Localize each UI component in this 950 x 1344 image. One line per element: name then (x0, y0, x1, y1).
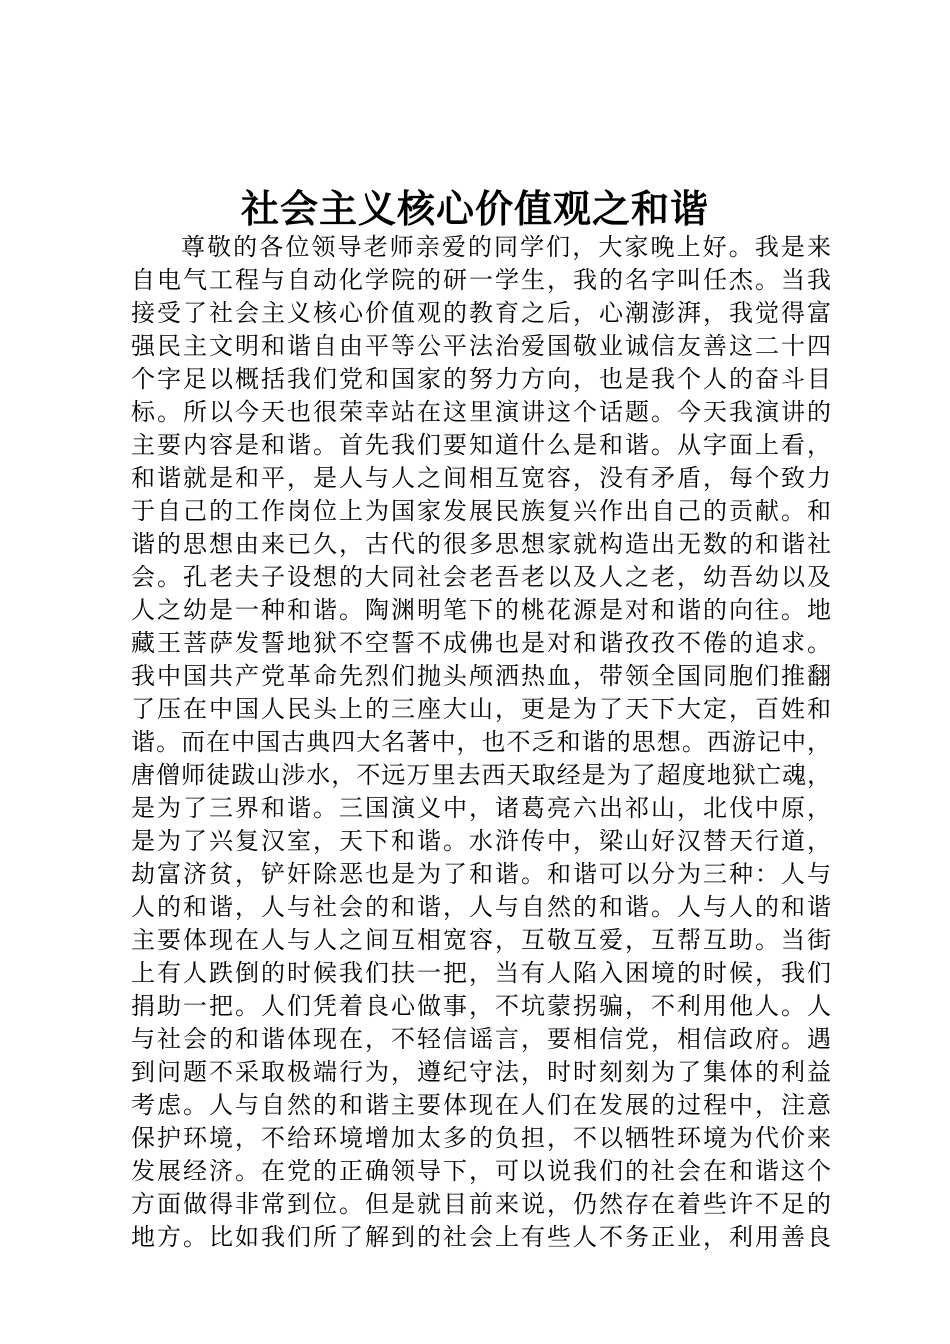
body-line: 谐。而在中国古典四大名著中，也不乏和谐的思想。西游记中， (131, 728, 831, 756)
body-line: 了压在中国人民头上的三座大山，更是为了天下大定，百姓和 (131, 695, 831, 723)
body-line: 劫富济贫，铲奸除恶也是为了和谐。和谐可以分为三种：人与 (131, 860, 831, 888)
body-line: 和谐就是和平，是人与人之间相互宽容，没有矛盾，每个致力 (131, 464, 831, 492)
body-line: 是为了兴复汉室，天下和谐。水浒传中，梁山好汉替天行道， (131, 827, 831, 855)
body-line: 考虑。人与自然的和谐主要体现在人们在发展的过程中，注意 (131, 1091, 831, 1119)
document-body (131, 231, 831, 1254)
body-line: 捐助一把。人们凭着良心做事，不坑蒙拐骗，不利用他人。人 (131, 992, 831, 1020)
body-line: 上有人跌倒的时候我们扶一把，当有人陷入困境的时候，我们 (131, 959, 831, 987)
body-line: 谐的思想由来已久，古代的很多思想家就构造出无数的和谐社 (131, 530, 831, 558)
body-line: 保护环境，不给环境增加太多的负担，不以牺牲环境为代价来 (131, 1124, 831, 1152)
body-line: 个字足以概括我们党和国家的努力方向，也是我个人的奋斗目 (131, 365, 831, 393)
body-line: 人的和谐，人与社会的和谐，人与自然的和谐。人与人的和谐 (131, 893, 831, 921)
body-line: 与社会的和谐体现在，不轻信谣言，要相信党，相信政府。遇 (131, 1025, 831, 1053)
body-line: 发展经济。在党的正确领导下，可以说我们的社会在和谐这个 (131, 1157, 831, 1185)
body-line: 是为了三界和谐。三国演义中，诸葛亮六出祁山，北伐中原， (131, 794, 831, 822)
body-line: 于自己的工作岗位上为国家发展民族复兴作出自己的贡献。和 (131, 497, 831, 525)
body-line: 尊敬的各位领导老师亲爱的同学们，大家晚上好。我是来 (181, 233, 831, 261)
body-line: 主要体现在人与人之间互相宽容，互敬互爱，互帮互助。当街 (131, 926, 831, 954)
body-line: 我中国共产党革命先烈们抛头颅洒热血，带领全国同胞们推翻 (131, 662, 831, 690)
body-line: 唐僧师徒跋山涉水，不远万里去西天取经是为了超度地狱亡魂， (131, 761, 831, 789)
body-line: 接受了社会主义核心价值观的教育之后，心潮澎湃，我觉得富 (131, 299, 831, 327)
body-line: 标。所以今天也很荣幸站在这里演讲这个话题。今天我演讲的 (131, 398, 831, 426)
body-line: 强民主文明和谐自由平等公平法治爱国敬业诚信友善这二十四 (131, 332, 831, 360)
body-line: 地方。比如我们所了解到的社会上有些人不务正业，利用善良 (131, 1223, 831, 1251)
document-title: 社会主义核心价值观之和谐 (240, 186, 709, 231)
body-line: 方面做得非常到位。但是就目前来说，仍然存在着些许不足的 (131, 1190, 831, 1218)
body-line: 人之幼是一种和谐。陶渊明笔下的桃花源是对和谐的向往。地 (131, 596, 831, 624)
body-line: 自电气工程与自动化学院的研一学生，我的名字叫任杰。当我 (131, 266, 831, 294)
body-line: 会。孔老夫子设想的大同社会老吾老以及人之老，幼吾幼以及 (131, 563, 831, 591)
body-line: 主要内容是和谐。首先我们要知道什么是和谐。从字面上看， (131, 431, 831, 459)
body-line: 藏王菩萨发誓地狱不空誓不成佛也是对和谐孜孜不倦的追求。 (131, 629, 831, 657)
body-line: 到问题不采取极端行为，遵纪守法，时时刻刻为了集体的利益 (131, 1058, 831, 1086)
